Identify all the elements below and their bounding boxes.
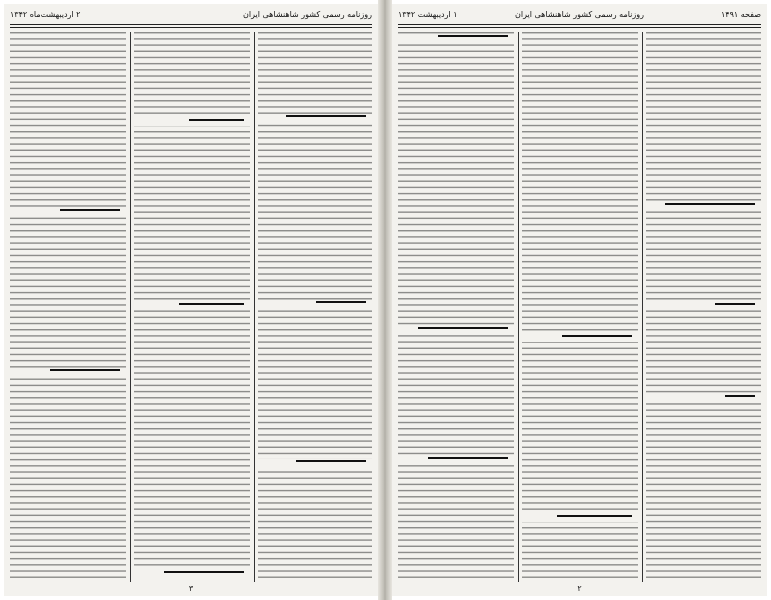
- header-rule: [398, 24, 761, 25]
- book-gutter: [378, 0, 392, 600]
- column-separator: [254, 32, 255, 582]
- column-separator: [518, 32, 519, 582]
- left-page: [4, 4, 378, 596]
- text-column: [10, 32, 126, 582]
- left-header-date: ۲ اردیبهشت‌ماه ۱۳۴۲: [10, 10, 81, 19]
- section-heading: [398, 34, 514, 42]
- section-heading: [522, 334, 638, 342]
- right-header-page: صفحه ۱۴۹۱: [720, 10, 761, 19]
- section-heading: [398, 326, 514, 334]
- column-separator: [642, 32, 643, 582]
- section-heading: [258, 114, 372, 122]
- section-heading: [10, 368, 126, 376]
- header-rule-thin: [10, 27, 372, 28]
- section-heading: [646, 394, 761, 402]
- text-column: [522, 32, 638, 582]
- section-heading: [258, 459, 372, 467]
- section-heading: [646, 202, 761, 210]
- text-column: [398, 32, 514, 582]
- section-heading: [10, 208, 126, 216]
- section-heading: [134, 302, 250, 310]
- column-separator: [130, 32, 131, 582]
- right-page: [392, 4, 767, 596]
- page-number: ۳: [188, 584, 194, 593]
- right-header-date: ۱ اردیبهشت ۱۳۴۲: [398, 10, 458, 19]
- section-heading: [398, 456, 514, 464]
- left-page-header: [10, 8, 372, 22]
- section-heading: [522, 514, 638, 522]
- section-heading: [646, 302, 761, 310]
- right-page-header: [398, 8, 761, 22]
- section-heading: [134, 570, 250, 578]
- left-header-title: روزنامه رسمی کشور شاهنشاهی ایران: [243, 10, 372, 19]
- page-number: ۲: [577, 584, 582, 593]
- right-header-title: روزنامه رسمی کشور شاهنشاهی ایران: [515, 10, 644, 19]
- header-rule: [10, 24, 372, 25]
- section-heading: [258, 300, 372, 308]
- header-rule-thin: [398, 27, 761, 28]
- section-heading: [134, 118, 250, 126]
